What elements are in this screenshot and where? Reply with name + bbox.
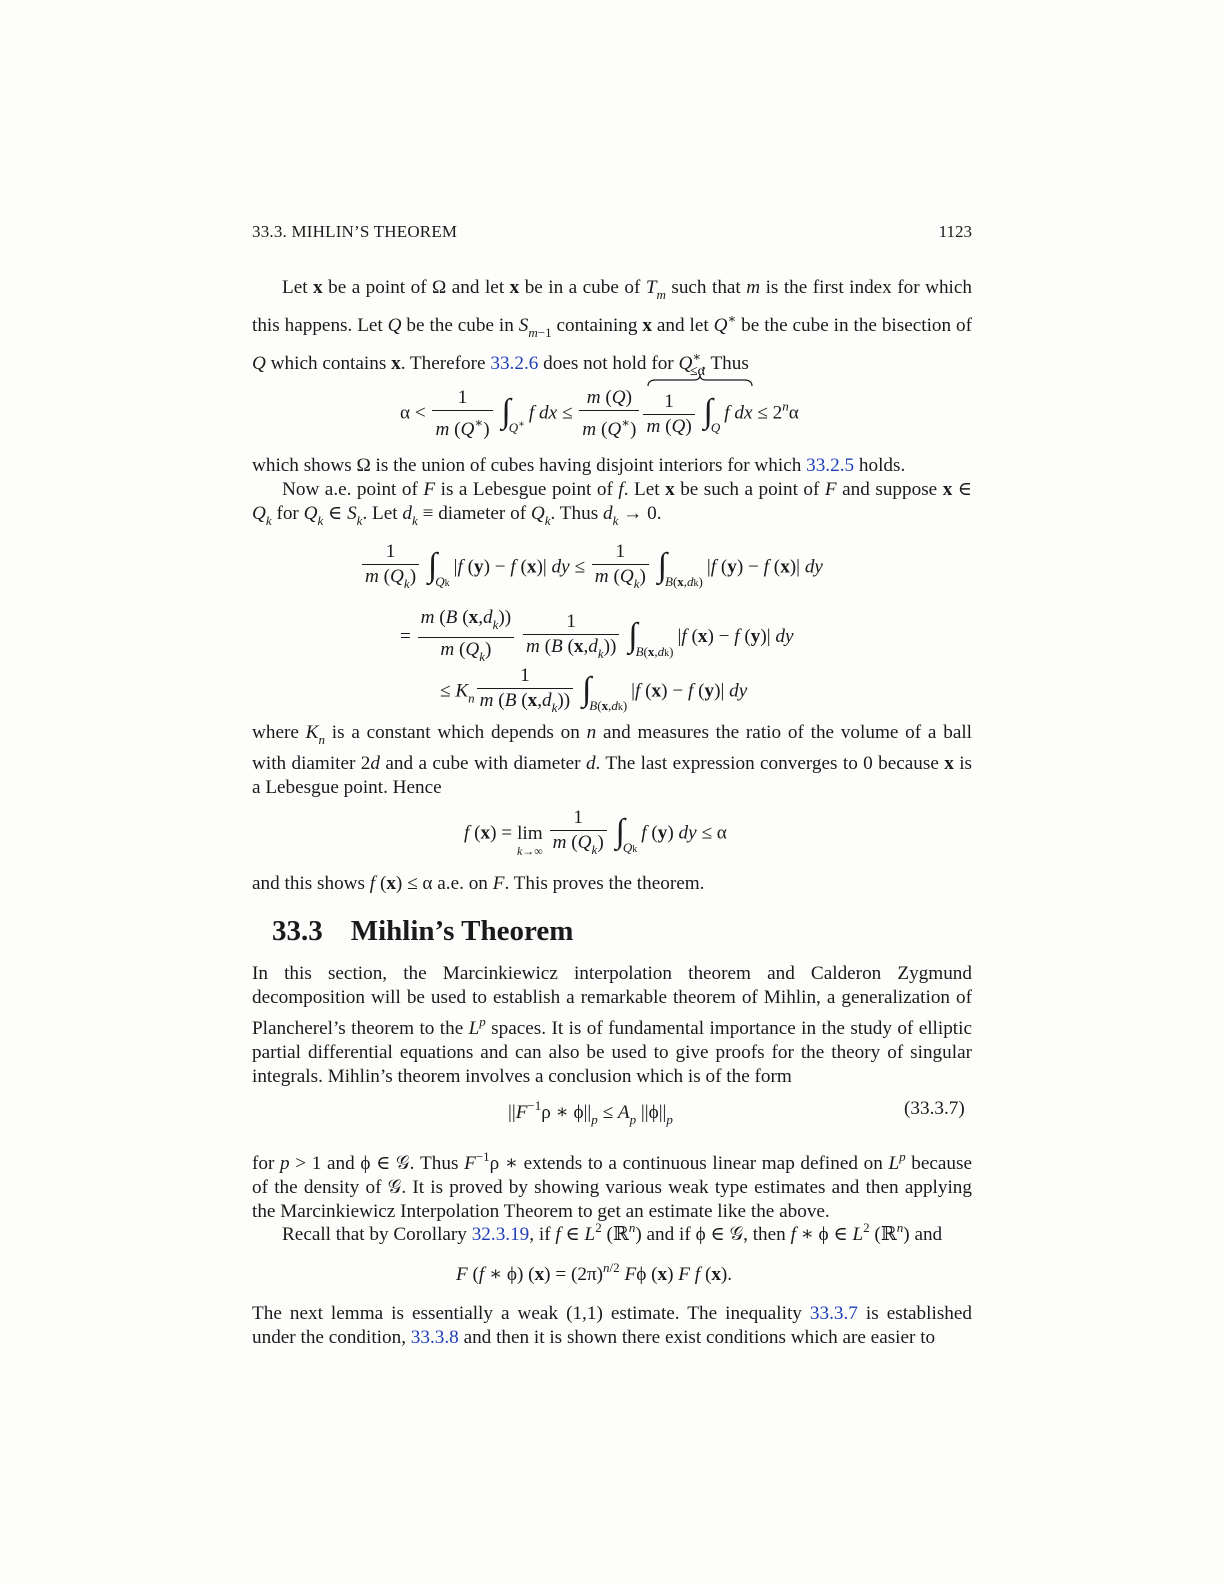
equation-lebesgue-line-1: $\frac{1}{m (Q_k)}$ $\int_{Qk}|f$ (y) − f (x)| dy ≤ $\frac{1}{m (Q_k)}$ $\int_{B(x,dk)}|f$ (y) − f (x)| dy [360,540,823,596]
equation-number: (33.3.7) [904,1098,965,1119]
equation-lebesgue-line-3: ≤ $K_n$ $\frac{1}{m (B (x,d_k))}$ $\int_{B(x,dk)}|f$ (x) − f (y)| dy [440,665,748,715]
header-page-number: 1123 [938,222,972,241]
section-heading [272,915,573,948]
paragraph-7: for p > 1 and ϕ ∈ 𝒢. Thus $F^{-1}\rho$ ∗ extends to a continuous linear map defined on $L^p$ because of the density of 𝒢. It is proved by showing various weak type estimates and then applying the Marcinkiewicz Interpolation Theorem to get an estimate like the above. [252,1149,972,1222]
svg-text:≤α: ≤α [690,364,706,379]
overbrace [646,364,754,388]
ref-link-33-3-8[interactable]: 33.3.8 [410,1327,459,1348]
running-header [252,222,972,242]
paragraph-3: Now a.e. point of F is a Lebesgue point of f. Let x be such a point of F and suppose x ∈ $Q_k$ for $Q_k$ ∈ $S_k$. Let $d_k$ ≡ diameter of $Q_k$. Thus $d_k \to 0$. [252,479,972,528]
ref-link-33-3-7[interactable]: 33.3.7 [809,1303,858,1324]
equation-fourier-convolution: F (f ∗ ϕ) $(x) = (2\pi)^{n/2}$ Fϕ (x) F f (x). [456,1260,733,1285]
section-title: Mihlin’s Theorem [350,915,574,947]
section-number: 33.3 [272,915,323,947]
paragraph-2: which shows Ω is the union of cubes having disjoint interiors for which 33.2.5 holds. [252,455,906,476]
paragraph-5: and this shows f (x) ≤ α a.e. on F. This proves the theorem. [252,873,705,894]
paragraph-1: Let x be a point of Ω and let x be in a cube of $T_m$ such that m is the first index for which this happens. Let Q be the cube in $S_{m-1}$ containing x and let Q∗ be the cube in the bisection of Q which contains x. Therefore 33.2.6 does not hold for Q∗. Thus [252,277,972,374]
header-section-title: 33.3. MIHLIN’S THEOREM [252,222,458,241]
paragraph-9: The next lemma is essentially a weak (1,1) estimate. The inequality 33.3.7 is established under the condition, 33.3.8 and then it is shown there exist conditions which are easier to [252,1303,972,1348]
ref-link-32-3-19[interactable]: 32.3.19 [471,1224,530,1245]
paragraph-8: Recall that by Corollary 32.3.19, if f ∈ $L^2$ (ℝ$^n$) and if ϕ ∈ 𝒢, then f ∗ ϕ ∈ $L^2$ (ℝ$^n$) and [282,1220,943,1245]
paragraph-4: where $K_n$ is a constant which depends on n and measures the ratio of the volume of a ball with diamiter 2d and a cube with diameter d. The last expression converges to 0 because x is a Lebesgue point. Hence [252,722,973,798]
equation-lebesgue-line-2: = $\frac{m (B (x,d_k))}{m (Q_k)}$ $\frac{1}{m (B (x,d_k))}$ $\int_{B(x,dk)}|f$ (x) − f (y)| dy [400,607,794,664]
equation-limit: f (x) = lim k→∞ $\frac{1}{m (Q_k)}$ $\int_{Qk}f$ (y) dy ≤ α [464,807,727,858]
equation-mihlin-bound: $||F^{-1}\rho$ ∗ $\phi||_p \le A_p$ $||\phi||_p$ [508,1098,673,1127]
ref-link-33-2-5[interactable]: 33.2.5 [806,455,855,476]
paragraph-6: In this section, the Marcinkiewicz interpolation theorem and Calderon Zygmund decomposition will be used to establish a remarkable theorem of Mihlin, a generalization of Plancherel’s theorem to the $L^p$ spaces. It is of fundamental importance in the study of elliptic partial differential equations and can also be used to give proofs for the theory of singular integrals. Mihlin’s theorem involves a conclusion which is of the form [252,963,972,1087]
ref-link-33-2-6[interactable]: 33.2.6 [490,353,539,374]
